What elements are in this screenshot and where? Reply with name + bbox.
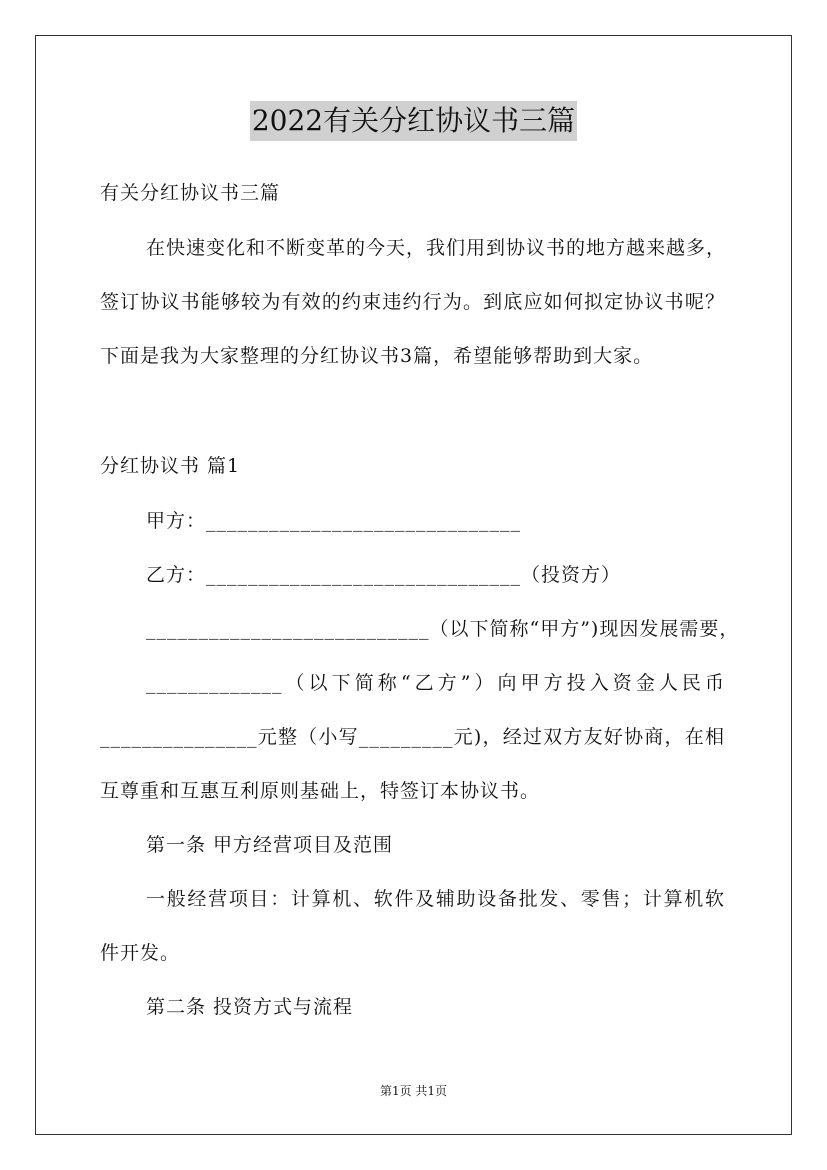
intro-paragraph-line-1: 在快速变化和不断变革的今天，我们用到协议书的地方越来越多， [146,237,727,259]
agreement-paragraph-line-1: ___________________________（以下简称“甲方”)现因发展需要， [146,618,740,640]
agreement-paragraph-line-4: 互尊重和互惠互利原则基础上，特签订本协议书。 [100,780,541,802]
page-footer: 第1页 共1页 [379,1084,448,1098]
agreement-paragraph-line-2: _____________（以下简称“乙方”）向甲方投入资金人民币 [146,672,725,694]
agreement-paragraph-line-3: _______________元整（小写_________元)，经过双方友好协商，在相 [100,726,725,748]
intro-paragraph-line-3: 下面是我为大家整理的分红协议书3篇，希望能够帮助到大家。 [100,345,654,367]
party-b-field: 乙方：______________________________（投资方） [146,564,622,586]
article-2-heading: 第二条 投资方式与流程 [146,996,354,1018]
subtitle-line: 有关分红协议书三篇 [100,182,281,204]
article-1-text-line-2: 件开发。 [100,942,181,964]
document-title: 2022有关分红协议书三篇 [250,101,577,141]
article-1-heading: 第一条 甲方经营项目及范围 [146,834,394,856]
article-1-text-line-1: 一般经营项目：计算机、软件及辅助设备批发、零售；计算机软 [146,888,725,910]
intro-paragraph-line-2: 签订协议书能够较为有效的约束违约行为。到底应如何拟定协议书呢？ [100,291,725,313]
party-a-field: 甲方：______________________________ [146,510,522,532]
section-heading-agreement-1: 分红协议书 篇1 [100,455,241,477]
title-container [0,101,827,141]
